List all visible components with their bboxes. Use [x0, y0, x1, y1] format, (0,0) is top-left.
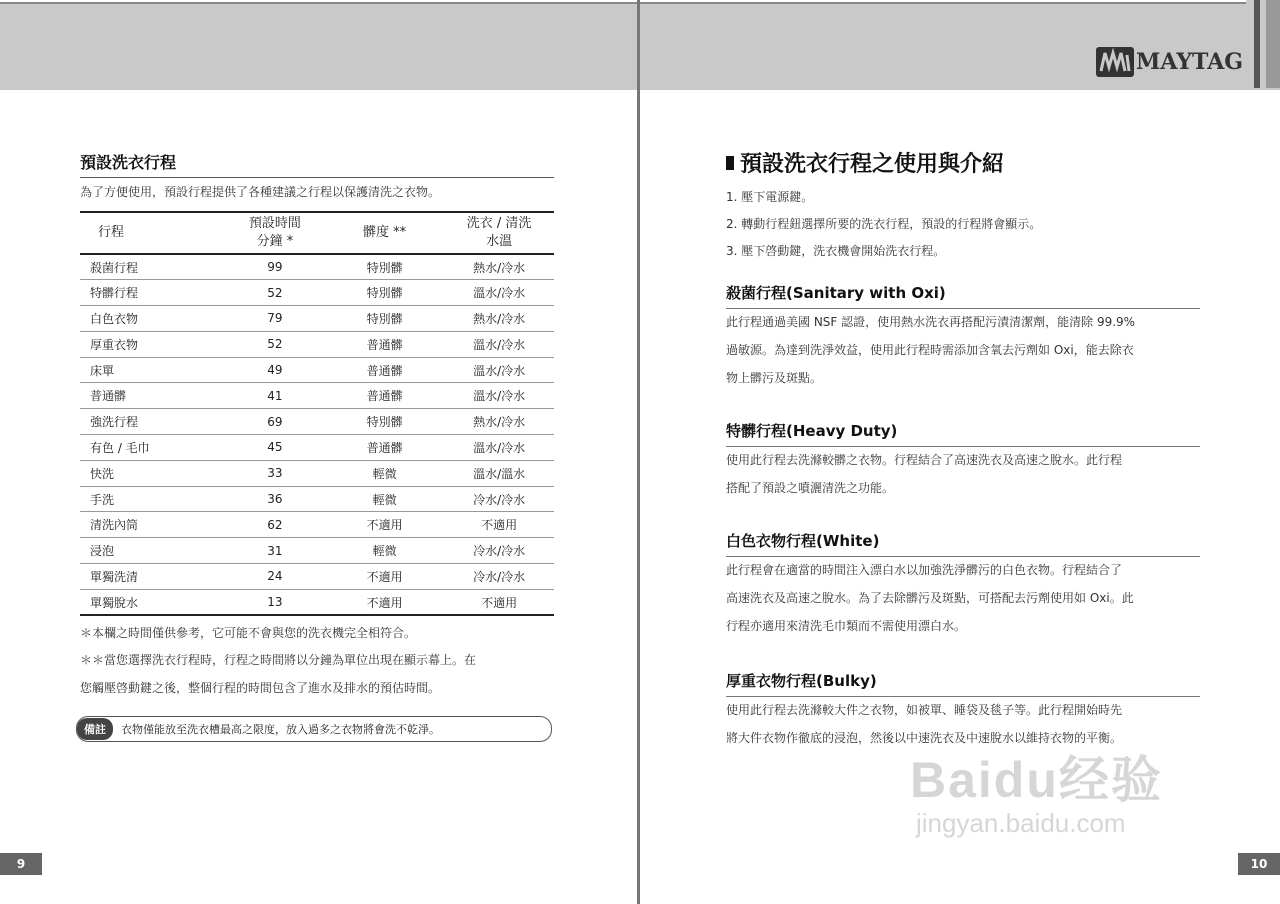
table-row: [80, 254, 554, 280]
table-row: [80, 486, 554, 512]
page-number: 9: [0, 853, 42, 875]
text-line: 物上髒污及斑點。: [726, 371, 823, 385]
text-line: 過敏源。為達到洗淨效益，使用此行程時需添加含氧去污劑如 Oxi，能去除衣: [726, 343, 1134, 357]
table-row: [80, 589, 554, 615]
time-cell: 36: [267, 492, 283, 507]
note-text: 衣物僅能放至洗衣槽最高之限度，放入過多之衣物將會洗不乾淨。: [121, 723, 440, 736]
soil-cell: 普通髒: [366, 389, 403, 404]
section-heading-bulky: 厚重衣物行程(Bulky): [726, 672, 877, 690]
temp-cell: 溫水/冷水: [473, 337, 526, 352]
time-cell: 49: [267, 363, 283, 378]
table-row: [80, 331, 554, 357]
section-title: 預設洗衣行程: [80, 153, 177, 172]
footnote-display-2: 您觸壓啓動鍵之後，整個行程的時間包含了進水及排水的預估時間。: [80, 681, 441, 695]
temp-cell: 冷水/冷水: [473, 492, 526, 507]
time-cell: 79: [267, 311, 283, 326]
page-number: 10: [1238, 853, 1280, 875]
cycle-name-cell: 床單: [90, 363, 115, 378]
header-cycle: 行程: [98, 225, 125, 240]
title-divider: [80, 177, 554, 178]
soil-cell: 不適用: [366, 595, 403, 610]
text-line: 此行程會在適當的時間注入漂白水以加強洗淨髒污的白色衣物。行程結合了: [726, 563, 1123, 577]
table-row: [80, 306, 554, 332]
cycle-name-cell: 特髒行程: [90, 286, 139, 301]
table-row: [80, 383, 554, 409]
section-heading-white: 白色衣物行程(White): [726, 532, 880, 550]
note-box: [76, 716, 552, 742]
time-cell: 24: [267, 569, 283, 584]
time-cell: 33: [267, 466, 283, 481]
table-row: [80, 280, 554, 306]
text-line: 此行程通過美國 NSF 認證，使用熱水洗衣再搭配污漬清潔劑，能清除 99.9%: [726, 315, 1136, 329]
watermark: [910, 740, 1163, 839]
temp-cell: 溫水/溫水: [473, 466, 526, 481]
temp-cell: 熱水/冷水: [473, 260, 526, 275]
temp-cell: 不適用: [481, 595, 518, 610]
text-line: 使用此行程去洗滌較大件之衣物，如被單、睡袋及毯子等。此行程開始時先: [726, 703, 1123, 717]
header-soil: 髒度 **: [363, 225, 407, 240]
time-cell: 52: [267, 285, 283, 300]
temp-cell: 溫水/冷水: [473, 389, 526, 404]
soil-cell: 不適用: [366, 569, 403, 584]
soil-cell: 特別髒: [366, 415, 403, 430]
time-cell: 13: [267, 595, 283, 609]
step-1: 1. 壓下電源鍵。: [726, 190, 814, 204]
table-row: [80, 460, 554, 486]
temp-cell: 熱水/冷水: [473, 415, 526, 430]
soil-cell: 特別髒: [366, 286, 403, 301]
table-row: [80, 409, 554, 435]
time-cell: 41: [267, 388, 283, 403]
footnote-display-1: ＊＊當您選擇洗衣行程時，行程之時間將以分鐘為單位出現在顯示幕上。在: [80, 653, 477, 667]
soil-cell: 不適用: [366, 518, 403, 533]
section-heading-sanitary: 殺菌行程(Sanitary with Oxi): [726, 284, 946, 302]
section-heading-heavy-duty: 特髒行程(Heavy Duty): [726, 422, 898, 440]
text-line: 使用此行程去洗滌較髒之衣物。行程結合了高速洗衣及高速之脫水。此行程: [726, 453, 1123, 467]
section-body-heavy-duty: [726, 446, 1202, 502]
temp-cell: 熱水/冷水: [473, 311, 526, 326]
cycle-name-cell: 強洗行程: [90, 415, 139, 430]
logo-text: MAYTAG: [1136, 49, 1244, 75]
watermark-url: jingyan.baidu.com: [916, 808, 1126, 838]
temp-cell: 冷水/冷水: [473, 544, 526, 559]
table-row: [80, 538, 554, 564]
step-2: 2. 轉動行程鈕選擇所要的洗衣行程，預設的行程將會顯示。: [726, 217, 1042, 231]
table-row: [80, 564, 554, 590]
cycle-name-cell: 快洗: [90, 466, 115, 481]
maytag-logo-icon: [1096, 45, 1134, 79]
soil-cell: 普通髒: [366, 363, 403, 378]
maytag-logo: [1096, 44, 1244, 80]
cycle-name-cell: 白色衣物: [90, 311, 139, 326]
cycle-name-cell: 厚重衣物: [90, 337, 139, 352]
cycle-name-cell: 普通髒: [90, 389, 127, 404]
table-header-row: [80, 212, 554, 254]
page-title-text: 預設洗衣行程之使用與介紹: [740, 152, 1005, 177]
soil-cell: 輕微: [372, 544, 397, 559]
right-page: [640, 0, 1280, 904]
time-cell: 62: [267, 517, 283, 532]
text-line: 高速洗衣及高速之脫水。為了去除髒污及斑點，可搭配去污劑使用如 Oxi。此: [726, 591, 1134, 605]
text-line: 行程亦適用來清洗毛巾類而不需使用漂白水。: [726, 619, 967, 633]
cycle-name-cell: 有色 / 毛巾: [90, 440, 150, 455]
watermark-main: Baidu经验: [910, 752, 1163, 808]
soil-cell: 特別髒: [366, 260, 403, 275]
time-cell: 31: [267, 543, 283, 558]
time-cell: 52: [267, 337, 283, 352]
temp-cell: 溫水/冷水: [473, 363, 526, 378]
time-cell: 69: [267, 414, 283, 429]
left-page: [0, 0, 638, 904]
temp-cell: 溫水/冷水: [473, 440, 526, 455]
wash-cycles-table: [80, 211, 554, 616]
soil-cell: 普通髒: [366, 440, 403, 455]
soil-cell: 輕微: [372, 492, 397, 507]
section-body-white: [726, 556, 1202, 640]
header-time: 預設時間 分鐘 *: [248, 216, 301, 249]
cycle-name-cell: 浸泡: [90, 544, 115, 559]
page-title: [726, 147, 1004, 178]
header-temp: 洗衣 / 清洗 水溫: [466, 216, 532, 249]
cycle-name-cell: 手洗: [90, 492, 115, 507]
soil-cell: 特別髒: [366, 311, 403, 326]
soil-cell: 普通髒: [366, 337, 403, 352]
soil-cell: 輕微: [372, 466, 397, 481]
temp-cell: 溫水/冷水: [473, 286, 526, 301]
header-stripe: [1246, 0, 1280, 88]
temp-cell: 冷水/冷水: [473, 569, 526, 584]
cycle-name-cell: 清洗內筒: [90, 518, 139, 533]
text-line: 將大件衣物作徹底的浸泡，然後以中速洗衣及中速脫水以維持衣物的平衡。: [726, 731, 1123, 745]
note-badge: 備註: [77, 718, 113, 740]
footnote-time: ＊本欄之時間僅供參考，它可能不會與您的洗衣機完全相符合。: [80, 626, 417, 640]
time-cell: 99: [267, 260, 283, 275]
time-cell: 45: [267, 440, 283, 455]
title-square-icon: [726, 156, 734, 170]
step-3: 3. 壓下啓動鍵，洗衣機會開始洗衣行程。: [726, 244, 946, 258]
section-body-sanitary: [726, 308, 1202, 392]
cycle-name-cell: 單獨洗清: [90, 569, 139, 584]
table-row: [80, 512, 554, 538]
cycle-name-cell: 殺菌行程: [90, 260, 139, 275]
cycle-name-cell: 單獨脫水: [90, 595, 139, 610]
text-line: 搭配了預設之噴灑清洗之功能。: [726, 481, 895, 495]
temp-cell: 不適用: [481, 518, 518, 533]
table-row: [80, 435, 554, 461]
table-row: [80, 357, 554, 383]
left-header-band: [0, 2, 638, 90]
intro-text: 為了方便使用，預設行程提供了各種建議之行程以保護清洗之衣物。: [80, 185, 441, 199]
